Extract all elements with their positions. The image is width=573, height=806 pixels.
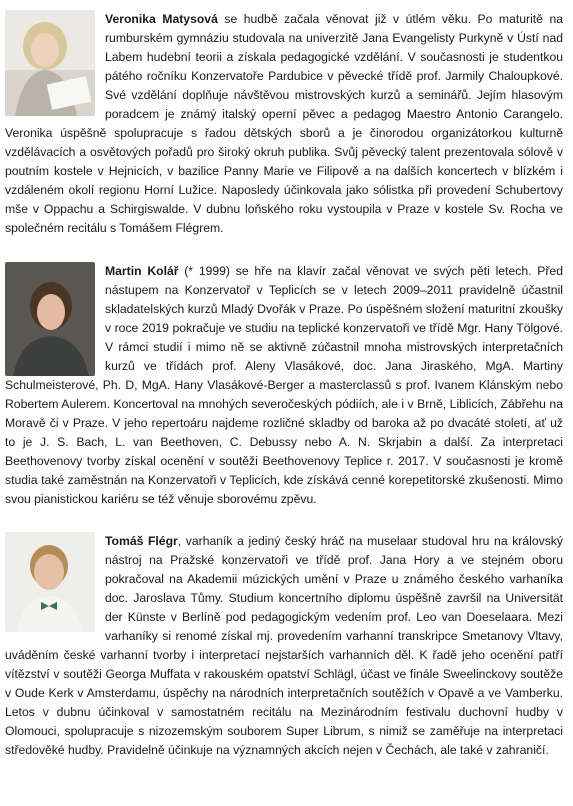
portrait-veronika-image — [5, 10, 95, 116]
bio-tomas-flegr — [5, 532, 563, 760]
bio-veronika-matysova — [5, 10, 563, 238]
portrait-photo-martin — [5, 262, 95, 376]
portrait-photo-tomas — [5, 532, 95, 632]
bio-text-veronika: se hudbě začala věnovat již v útlém věku. Po maturitě na rumburském gymnáziu studovala na univerzitě Jana Evangelisty Purkyně v Ústí nad Labem hudební teorii a získala pedagogické vzdělání. V současnosti je studentkou pátého ročníku Konzervatoře Pardubice v pěvecké třídě prof. Jarmily Chaloupkové. Své vzdělání doplňuje návštěvou mistrovských kurzů a seminářů. Jejím hlasovým poradcem je známý italský operní pěvec a pedagog Maestro Antonio Carangelo. Veronika úspěšně spolupracuje s řadou dětských sborů a je činorodou organizátorkou kulturně vzdělávacích a osvětových pořadů pro široký okruh publika. Svůj pěvecký talent prezentovala sólově v poutním kostele v Hejnicích, v bazilice Panny Marie ve Filipově a na dalších koncertech v blízkém i vzdáleném okolí regionu Horní Lužice. Naposledy účinkovala jako sólistka při provedení Schubertovy mše v Oppachu a Schirgiswalde. V dubnu loňského roku vystoupila v Praze v kostele Sv. Rocha ve společném recitálu s Tomášem Flégrem. — [5, 12, 564, 235]
portrait-martin-image — [5, 262, 95, 376]
bio-text-tomas: , varhaník a jediný český hráč na muselaar studoval hru na královský nástroj na Pražské konzervatoři ve třídě prof. Jana Hory a ve stejném oboru pokračoval na Akademii múzických umění v Praze u známého českého varhaníka doc. Jaroslava Tůmy. Studium koncertního diplomu úspěšně završil na Universität der Künste v Berlíně pod pedagogickým vedením prof. Leo van Doeselaara. Mezi varhaníky si renomé získal mj. provedením varhanní transkripce Smetanovy Vltavy, uváděním české varhanní tvorby i interpretací nejstarších varhanních děl. K řadě jeho ocenění patří vítězství v soutěži Georga Muffata v rakouském opatství Schlägl, účast ve finále Sweelinckovy soutěže v Oude Kerk v Amsterdamu, úspěchy na národních interpretačních soutěžích v Opavě a ve Vamberku. Letos v dubnu účinkoval v samostatném recitálu na Mezinárodním festivalu duchovní hudby v Olomouci, spolupracuje s nizozemským souborem Super Librum, s nimiž se zaměřuje na interpretaci středověké hudby. Pravidelně účinkuje na významných akcích nejen v Čechách, ale také v zahraničí. — [5, 534, 563, 757]
bio-name-martin: Martin Kolář — [105, 264, 179, 278]
portrait-tomas-image — [5, 532, 95, 632]
bio-name-veronika: Veronika Matysová — [105, 12, 218, 26]
bio-martin-kolar — [5, 262, 563, 509]
bio-name-tomas: Tomáš Flégr — [105, 534, 178, 548]
portrait-photo-veronika — [5, 10, 95, 116]
bio-text-martin: (* 1999) se hře na klavír začal věnovat ve svých pěti letech. Před nástupem na Konzervatoř v Teplicích se v letech 2009–2011 pravidelně účastnil skladatelských kurzů Mladý Dvořák v Praze. Po úspěšném složení maturitní zkoušky v roce 2019 pokračuje ve studiu na teplické konzervatoři ve třídě Mgr. Hany Tölgové. V rámci studií i mimo ně se aktivně zúčastnil mnoha mistrovských interpretačních kurzů ve třídách prof. Aleny Vlasákové, doc. Jana Jiraského, MgA. Martiny Schulmeisterové, Ph. D, MgA. Hany Vlasákové-Berger a masterclassů s prof. Ivanem Klánským nebo Robertem Aulerem. Koncertoval na mnohých severočeských pódiích, ale i v Brně, Liblicích, Zábřehu na Moravě či v Praze. V jeho repertoáru najdeme rozličné skladby od baroka až po dvacáté století, ať už to je J. S. Bach, L. van Beethoven, C. Debussy nebo A. N. Skrjabin a další. Za interpretaci Beethovenovy tvorby získal ocenění v soutěži Beethovenovy Teplice r. 2017. V současnosti je kromě studia také zaměstnán na Konzervatoři v Teplicích, kde získává cenné korepetitorské zkušenosti. Mimo svou pianistickou kariéru se též věnuje sborovému zpěvu. — [5, 264, 563, 506]
